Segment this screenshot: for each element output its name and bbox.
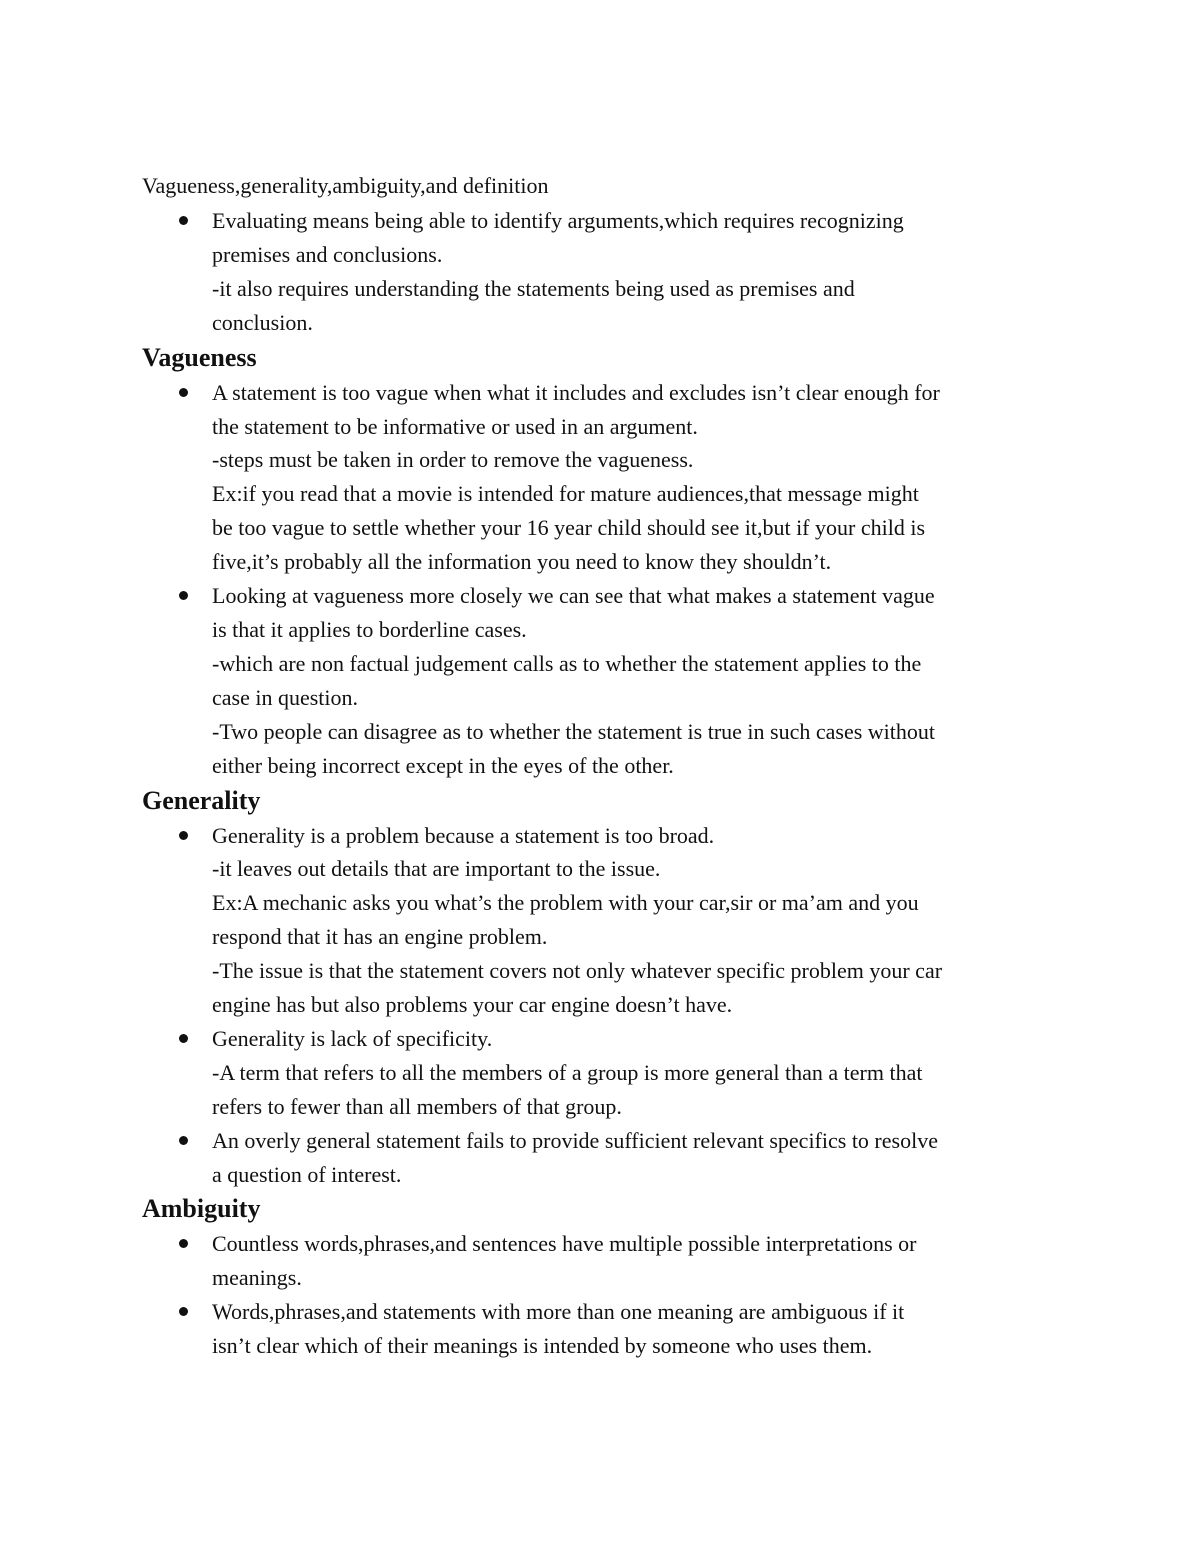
section-heading: Vagueness [142,342,257,372]
bullet-item [142,1124,1082,1192]
bullet-line: is that it applies to borderline cases. [212,616,527,642]
section-bullet-list [142,819,1082,1192]
bullet-line: Words,phrases,and statements with more than one meaning are ambiguous if it [212,1299,905,1325]
bullet-line: -it leaves out details that are important to the issue. [212,856,661,882]
bullet-item [142,1227,1082,1295]
bullet-dot-icon [179,1136,188,1145]
bullet-line: -A term that refers to all the members of a group is more general than a term that [212,1059,923,1085]
bullet-line: respond that it has an engine problem. [212,924,548,950]
bullet-line: An overly general statement fails to provide sufficient relevant specifics to resolve [212,1127,938,1153]
bullet-line: case in question. [212,684,359,710]
bullet-line: -The issue is that the statement covers not only whatever specific problem your car [212,958,943,984]
bullet-line: a question of interest. [212,1161,402,1187]
bullet-item [142,1295,1082,1363]
bullet-line: refers to fewer than all members of that group. [212,1093,622,1119]
section-bullet-list [142,376,1082,783]
bullet-item [142,204,1082,340]
bullet-line: Ex:A mechanic asks you what’s the problem with your car,sir or ma’am and you [212,890,919,916]
bullet-dot-icon [179,388,188,397]
bullet-line: -steps must be taken in order to remove the vagueness. [212,447,694,473]
intro-bullet-list [142,204,1082,340]
bullet-line: -Two people can disagree as to whether the statement is true in such cases without [212,718,936,744]
section-heading: Generality [142,785,261,815]
section [142,783,1082,1192]
bullet-line: -which are non factual judgement calls as to whether the statement applies to the [212,650,922,676]
bullet-item [142,1022,1082,1124]
bullet-line: Evaluating means being able to identify arguments,which requires recognizing [212,208,904,233]
bullet-dot-icon [179,1307,188,1316]
bullet-line: Looking at vagueness more closely we can see that what makes a statement vague [212,583,935,609]
bullet-line: engine has but also problems your car engine doesn’t have. [212,992,733,1018]
bullet-line: be too vague to settle whether your 16 year child should see it,but if your child is [212,515,926,541]
bullet-item [142,376,1082,579]
bullet-dot-icon [179,1034,188,1043]
bullet-line: five,it’s probably all the information you need to know they shouldn’t. [212,549,832,575]
bullet-line: A statement is too vague when what it includes and excludes isn’t clear enough for [212,379,940,405]
bullet-line: -it also requires understanding the statements being used as premises and [212,275,855,301]
bullet-line: meanings. [212,1265,302,1291]
bullet-line: the statement to be informative or used in an argument. [212,413,698,439]
bullet-line: Ex:if you read that a movie is intended for mature audiences,that message might [212,481,919,507]
section-bullet-list [142,1227,1082,1363]
bullet-dot-icon [179,1239,188,1248]
document-page [142,170,1082,1363]
bullet-dot-icon [179,831,188,840]
bullet-line: Generality is a problem because a statement is too broad. [212,822,715,848]
document-title: Vagueness,generality,ambiguity,and definition [142,173,549,198]
bullet-line: isn’t clear which of their meanings is intended by someone who uses them. [212,1333,873,1359]
sections-container [142,340,1082,1363]
bullet-line: premises and conclusions. [212,241,443,267]
bullet-line: either being incorrect except in the eyes of the other. [212,752,674,778]
bullet-line: conclusion. [212,309,313,335]
bullet-line: Countless words,phrases,and sentences have multiple possible interpretations or [212,1231,917,1257]
bullet-item [142,579,1082,782]
bullet-dot-icon [179,216,188,225]
section-heading: Ambiguity [142,1194,261,1224]
section [142,340,1082,783]
bullet-dot-icon [179,591,188,600]
bullet-item [142,819,1082,1022]
bullet-line: Generality is lack of specificity. [212,1025,493,1051]
section [142,1191,1082,1363]
